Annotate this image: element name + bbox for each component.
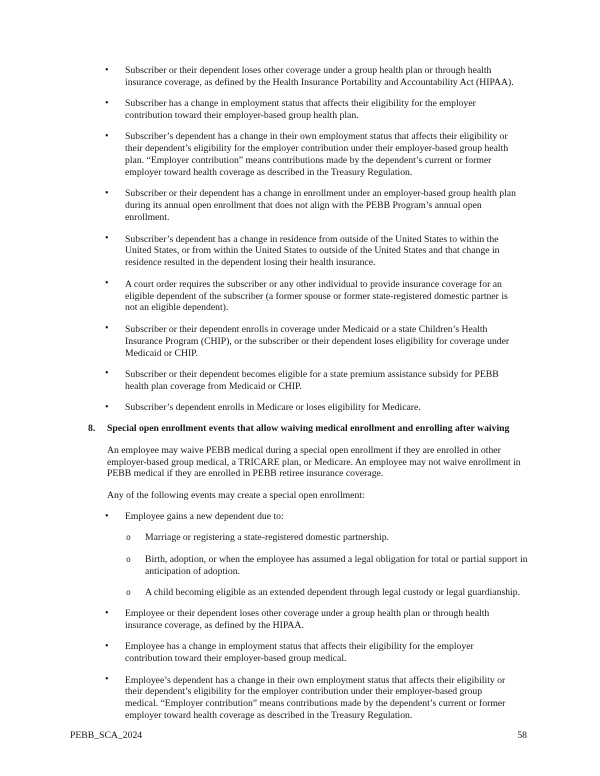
section-heading-text: Special open enrollment events that allow waiving medical enrollment and enrolling after waiving: [107, 423, 510, 435]
list-item: [105, 510, 528, 599]
circle-marker-icon: o: [126, 534, 131, 544]
list-item-text: Employee gains a new dependent due to:: [125, 511, 284, 523]
bullet-list-top: [105, 65, 517, 414]
bullet-list-section: [105, 510, 528, 722]
sub-list-item-text: Birth, adoption, or when the employee has assumed a legal obligation for total or partial support in anticipation of adoption.: [145, 553, 528, 577]
sub-list-item-text: Marriage or registering a state-registered domestic partnership.: [145, 532, 389, 544]
list-item: [105, 279, 517, 315]
bullet-marker-icon: •: [105, 323, 109, 335]
list-item: [105, 641, 517, 665]
list-item-text: Subscriber or their dependent has a change in enrollment under an employer-based group health plan during its annual open enrollment that does not align with the PEBB Program’s annual open enrollment.: [125, 188, 516, 224]
list-item: [105, 369, 517, 393]
section-heading: [88, 423, 535, 435]
circle-marker-icon: o: [126, 555, 131, 565]
list-item-text: Subscriber’s dependent has a change in their own employment status that affects their eligibility or their dependent’s eligibility for the employer contribution under their employer-based group health plan. “Employer contribution” means contributions made by the dependent’s current or former employer toward health coverage as described in the Treasury Regulation.: [125, 131, 509, 179]
bullet-marker-icon: •: [105, 640, 109, 652]
list-item-text: Subscriber’s dependent enrolls in Medicare or loses eligibility for Medicare.: [125, 402, 421, 414]
sub-list-item: [125, 554, 535, 578]
list-item-text: Employee has a change in employment status that affects their eligibility for the employer contribution toward their employer-based group medical.: [125, 641, 474, 665]
section-lead-in: Any of the following events may create a special open enrollment:: [107, 489, 365, 501]
bullet-marker-icon: •: [105, 368, 109, 380]
list-item: [105, 675, 517, 723]
footer-document-id: PEBB_SCA_2024: [70, 730, 143, 741]
section-8: [88, 423, 535, 722]
section-number: 8.: [88, 423, 96, 435]
bullet-marker-icon: •: [105, 510, 109, 522]
bullet-marker-icon: •: [105, 233, 109, 245]
list-item: [105, 188, 517, 224]
bullet-marker-icon: •: [105, 607, 109, 619]
list-item: [105, 234, 517, 270]
list-item-text: A court order requires the subscriber or any other individual to provide insurance coverage for an eligible dependent of the subscriber (a former spouse or former state-registered domestic partner is not an eligible dependent).: [125, 278, 508, 314]
bullet-marker-icon: •: [105, 64, 109, 76]
list-item: [105, 608, 517, 632]
bullet-marker-icon: •: [105, 97, 109, 109]
sub-list-item: [125, 532, 535, 544]
list-item-text: Employee or their dependent loses other coverage under a group health plan or through health insurance coverage, as defined by the HIPAA.: [125, 608, 490, 632]
bullet-marker-icon: •: [105, 187, 109, 199]
list-item: [105, 65, 517, 89]
list-item: [105, 324, 517, 360]
circle-marker-icon: o: [126, 588, 131, 598]
footer-page-number: 58: [517, 730, 527, 741]
bullet-marker-icon: •: [105, 278, 109, 290]
section-paragraph: An employee may waive PEBB medical during a special open enrollment if they are enrolled in other employer-based group medical, a TRICARE plan, or Medicare. An employee may not waive enrollment in PEBB medical if they are enrolled in PEBB retiree insurance coverage.: [107, 444, 521, 480]
bullet-marker-icon: •: [105, 401, 109, 413]
sub-bullet-list: [125, 532, 528, 598]
list-item: [105, 402, 517, 414]
bullet-marker-icon: •: [105, 130, 109, 142]
list-item-text: Employee’s dependent has a change in their own employment status that affects their eligibility or their dependent’s eligibility for the employer contribution under their employer-based group medical. “Employer contribution” means contributions made by the dependent’s current or former employer toward health coverage as described in the Treasury Regulation.: [125, 674, 506, 722]
list-item: [105, 131, 517, 179]
list-item: [105, 98, 517, 122]
sub-list-item-text: A child becoming eligible as an extended dependent through legal custody or legal guardianship.: [145, 586, 521, 598]
list-item-text: Subscriber or their dependent enrolls in coverage under Medicaid or a state Children’s Health Insurance Program (CHIP), or the subscriber or their dependent loses eligibility for coverage under Medicaid or CHIP.: [125, 323, 510, 359]
sub-list-item: [125, 587, 535, 599]
page-content: [0, 65, 535, 732]
list-item-text: Subscriber or their dependent becomes eligible for a state premium assistance subsidy for PEBB health plan coverage from Medicaid or CHIP.: [125, 368, 499, 392]
bullet-marker-icon: •: [105, 674, 109, 686]
list-item-text: Subscriber’s dependent has a change in residence from outside of the United States to within the United States, or from within the United States to outside of the United States and that change in residence resulted in the dependent losing their health insurance.: [125, 233, 500, 269]
list-item-text: Subscriber has a change in employment status that affects their eligibility for the employer contribution toward their employer-based group health plan.: [125, 98, 476, 122]
list-item-text: Subscriber or their dependent loses other coverage under a group health plan or through health insurance coverage, as defined by the Health Insurance Portability and Accountability Act (HIPAA).: [125, 65, 514, 88]
